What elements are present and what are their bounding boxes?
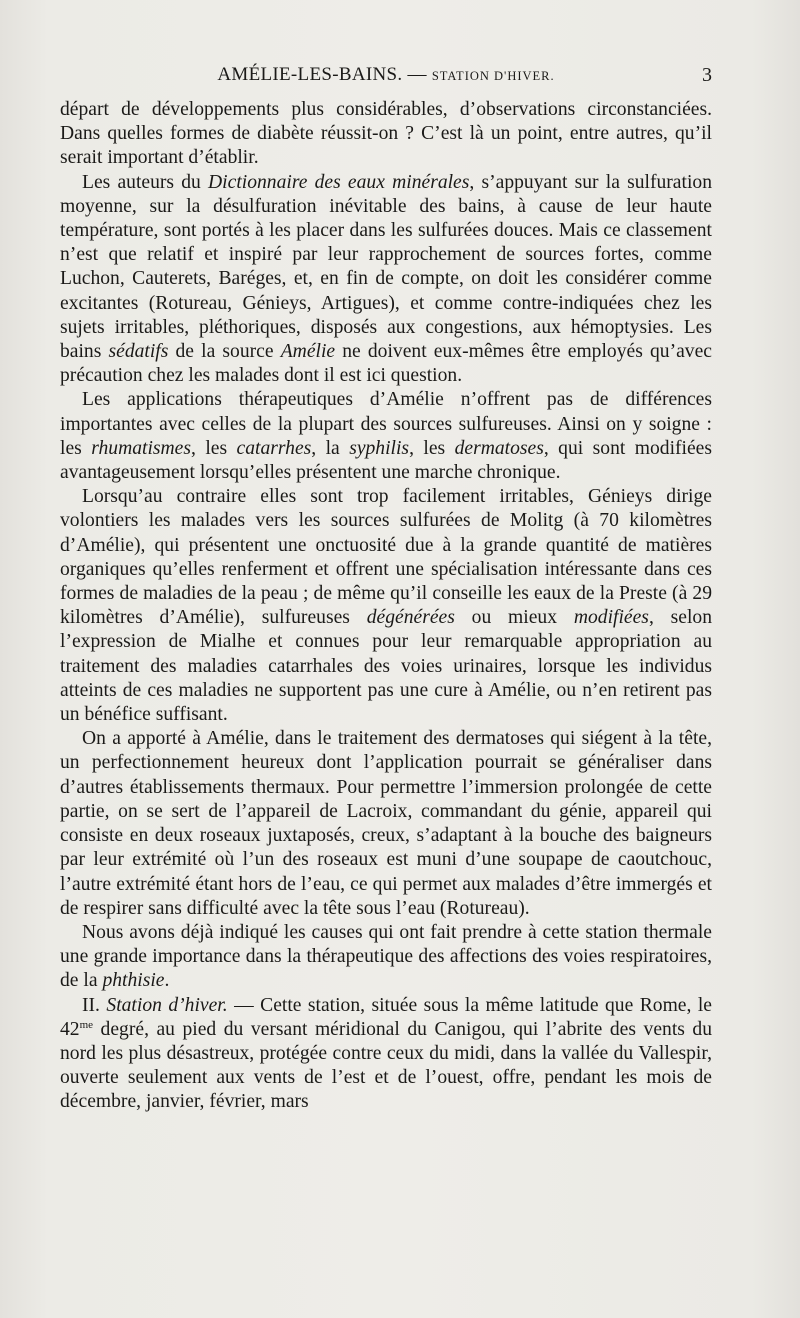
- text-segment: ne doivent eux-mêmes être employés qu’avec précaution chez les malades dont il est ici question.: [60, 341, 712, 387]
- italic-text: Dictionnaire des eaux minérales: [208, 171, 470, 193]
- italic-text: sédatifs: [108, 341, 169, 363]
- superscript: me: [79, 1018, 94, 1031]
- text-segment: Nous avons déjà indiqué les causes qui ont fait prendre à cette station thermale une grande importance dans la thérapeutique des affections des voies respiratoires, de la: [60, 921, 712, 992]
- running-title-main: AMÉLIE-LES-BAINS.: [217, 64, 403, 85]
- paragraph-p6: [60, 921, 712, 994]
- paragraph-p7: [60, 994, 712, 1115]
- text-segment: , la: [311, 437, 350, 459]
- running-title-sub: STATION D'HIVER.: [431, 69, 555, 83]
- italic-text: Amélie: [280, 341, 336, 363]
- paragraph-p3: [60, 388, 712, 485]
- text-segment: , s’appuyant sur la sulfuration moyenne, sur la désulfuration inévitable des bains, à cause de leur haute température, sont portés à les placer dans les sulfurées douces. Mais ce classement n’est que relatif et inspiré par leur rapprochement de sources fortes, comme Luchon, Cauterets, Baréges, et, en fin de compte, on doit les considérer comme excitantes (Rotureau, Génieys, Artigues), et comme contre-indiquées chez les sujets irritables, pléthoriques, disposés aux congestions, aux hémoptysies. Les bains: [60, 171, 712, 363]
- text-segment: .: [164, 970, 170, 992]
- text-segment: départ de développements plus considérables, d’observations circonstanciées. Dans quelles formes de diabète réussit-on ? C’est là un point, entre autres, qu’il serait important d’établir.: [60, 99, 712, 169]
- text-segment: Lorsqu’au contraire elles sont trop facilement irritables, Génieys dirige volontiers les malades vers les sources sulfurées de Molitg (à 70 kilomètres d’Amélie), qui présentent une onctuosité due à la grande quantité de matières organiques qu’elles renferment et offrent une spécialisation intéressante dans ces formes de maladies de la peau ; de même qu’il conseille les eaux de la Preste (à 29 kilomètres d’Amélie), sulfureuses: [60, 486, 712, 629]
- italic-text: Station d’hiver.: [106, 994, 228, 1016]
- text-segment: , les: [191, 437, 237, 459]
- text-segment: Les auteurs du: [82, 171, 209, 193]
- paragraph-p5: [60, 727, 712, 921]
- text-segment: , les: [409, 437, 455, 459]
- italic-text: syphilis: [349, 437, 410, 459]
- text-segment: , qui sont modifiées avantageusement lorsqu’elles présentent une marche chronique.: [60, 437, 713, 484]
- body-text: [60, 98, 712, 1115]
- italic-text: catarrhes: [236, 437, 312, 459]
- running-title: [60, 64, 712, 86]
- paragraph-p1: [60, 98, 712, 171]
- italic-text: modifiées: [573, 607, 649, 629]
- text-segment: Les applications thérapeutiques d’Amélie n’offrent pas de différences importantes avec celles de la plupart des sources sulfureuses. Ainsi on y soigne : les: [60, 389, 712, 459]
- text-segment: , selon l’expression de Mialhe et connues pour leur remarquable appropriation au traitement des maladies catarrhales des voies urinaires, lorsque les individus atteints de ces maladies ne supportent pas une cure à Amélie, ou n’en retirent pas un bénéfice suffisant.: [60, 607, 713, 726]
- italic-text: dermatoses: [454, 437, 544, 459]
- running-title-separator: —: [402, 64, 432, 85]
- paragraph-p4: [60, 485, 712, 727]
- text-segment: ou mieux: [454, 607, 574, 629]
- text-segment: de la source: [168, 341, 281, 363]
- paragraph-p2: [60, 171, 712, 389]
- page-header: [60, 64, 712, 90]
- text-segment: On a apporté à Amélie, dans le traitement des dermatoses qui siégent à la tête, un perfectionnement heureux dont l’application pourrait se généraliser dans d’autres établissements thermaux. Pour permettre l’immersion prolongée de cette partie, on se sert de l’appareil de Lacroix, commandant du génie, appareil qui consiste en deux roseaux juxtaposés, creux, s’adaptant à la bouche des baigneurs par leur extrémité où l’un des roseaux est muni d’une soupape de caoutchouc, l’autre extrémité étant hors de l’eau, ce qui permet aux malades d’être immergés et de respirer sans difficulté avec la tête sous l’eau (Rotureau).: [60, 728, 712, 919]
- text-segment: II.: [82, 994, 107, 1016]
- italic-text: rhumatismes: [91, 437, 191, 459]
- text-segment: — Cette station, située sous la même latitude que Rome, le 42: [60, 994, 712, 1040]
- italic-text: phthisie: [102, 970, 165, 992]
- page-number: 3: [702, 64, 712, 86]
- italic-text: dégénérées: [366, 607, 455, 629]
- text-segment: degré, au pied du versant méridional du Canigou, qui l’abrite des vents du nord les plus désastreux, protégée contre ceux du midi, dans la vallée du Vallespir, ouverte seulement aux vents de l’est et de l’ouest, offre, pendant les mois de décembre, janvier, février, mars: [60, 1018, 712, 1113]
